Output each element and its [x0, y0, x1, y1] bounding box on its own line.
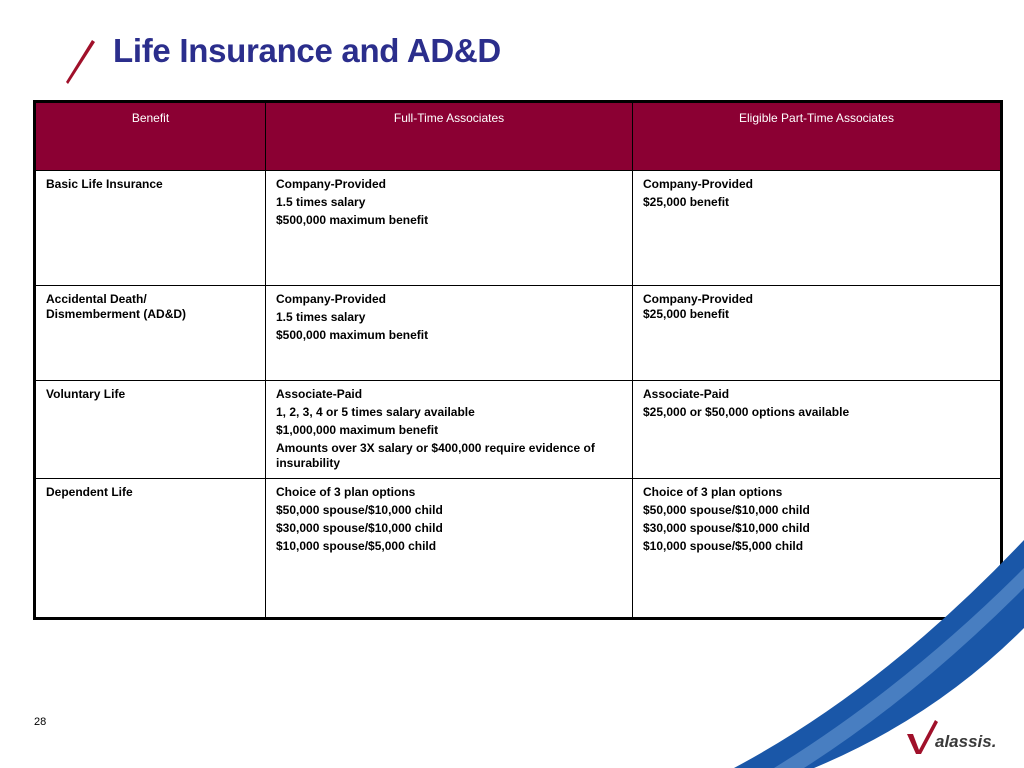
- header-benefit: Benefit: [35, 102, 266, 171]
- cell-text: $500,000 maximum benefit: [276, 213, 429, 227]
- benefit-cell: [35, 171, 266, 286]
- benefit-cell: [35, 286, 266, 381]
- table-header-row: [35, 102, 1002, 171]
- table-row: [35, 171, 1002, 286]
- cell-text: $10,000 spouse/$5,000 child: [643, 539, 804, 553]
- cell-text: Dependent Life: [46, 485, 133, 499]
- part-time-cell: [633, 171, 1002, 286]
- cell-text: Amounts over 3X salary or $400,000 require evidence of insurability: [276, 441, 595, 470]
- cell-text: Company-Provided: [643, 177, 754, 191]
- cell-text: $25,000 or $50,000 options available: [643, 405, 850, 419]
- table-row: [35, 286, 1002, 381]
- cell-text: $10,000 spouse/$5,000 child: [276, 539, 437, 553]
- cell-text: Basic Life Insurance: [46, 177, 163, 191]
- cell-text: $1,000,000 maximum benefit: [276, 423, 439, 437]
- cell-text: $50,000 spouse/$10,000 child: [276, 503, 443, 517]
- cell-text: Accidental Death/: [46, 292, 147, 306]
- cell-text: 1.5 times salary: [276, 195, 366, 209]
- cell-text: Associate-Paid: [643, 387, 730, 401]
- full-time-cell: [266, 286, 633, 381]
- cell-text: Choice of 3 plan options: [276, 485, 416, 499]
- cell-text: $30,000 spouse/$10,000 child: [276, 521, 443, 535]
- valassis-logo: [905, 716, 1011, 756]
- cell-text: 1.5 times salary: [276, 310, 366, 324]
- part-time-cell: [633, 286, 1002, 381]
- cell-text: Dismemberment (AD&D): [46, 307, 187, 321]
- cell-text: Choice of 3 plan options: [643, 485, 783, 499]
- title-accent-slash-icon: [62, 38, 102, 88]
- cell-text: $25,000 benefit: [643, 307, 730, 321]
- part-time-cell: [633, 381, 1002, 479]
- header-full-time: Full-Time Associates: [266, 102, 633, 171]
- svg-text:alassis.: alassis.: [935, 732, 997, 751]
- table-row: [35, 381, 1002, 479]
- cell-text: Company-Provided: [276, 292, 387, 306]
- cell-text: Associate-Paid: [276, 387, 363, 401]
- slide-title: Life Insurance and AD&D: [113, 32, 501, 69]
- cell-text: Company-Provided: [643, 292, 754, 306]
- cell-text: Voluntary Life: [46, 387, 126, 401]
- cell-text: Company-Provided: [276, 177, 387, 191]
- cell-text: $500,000 maximum benefit: [276, 328, 429, 342]
- page-number: 28: [34, 716, 47, 728]
- benefit-cell: [35, 381, 266, 479]
- full-time-cell: [266, 381, 633, 479]
- cell-text: $30,000 spouse/$10,000 child: [643, 521, 810, 535]
- benefit-cell: [35, 479, 266, 619]
- full-time-cell: [266, 479, 633, 619]
- header-part-time: Eligible Part-Time Associates: [633, 102, 1002, 171]
- cell-text: $25,000 benefit: [643, 195, 730, 209]
- cell-text: $50,000 spouse/$10,000 child: [643, 503, 810, 517]
- cell-text: 1, 2, 3, 4 or 5 times salary available: [276, 405, 475, 419]
- full-time-cell: [266, 171, 633, 286]
